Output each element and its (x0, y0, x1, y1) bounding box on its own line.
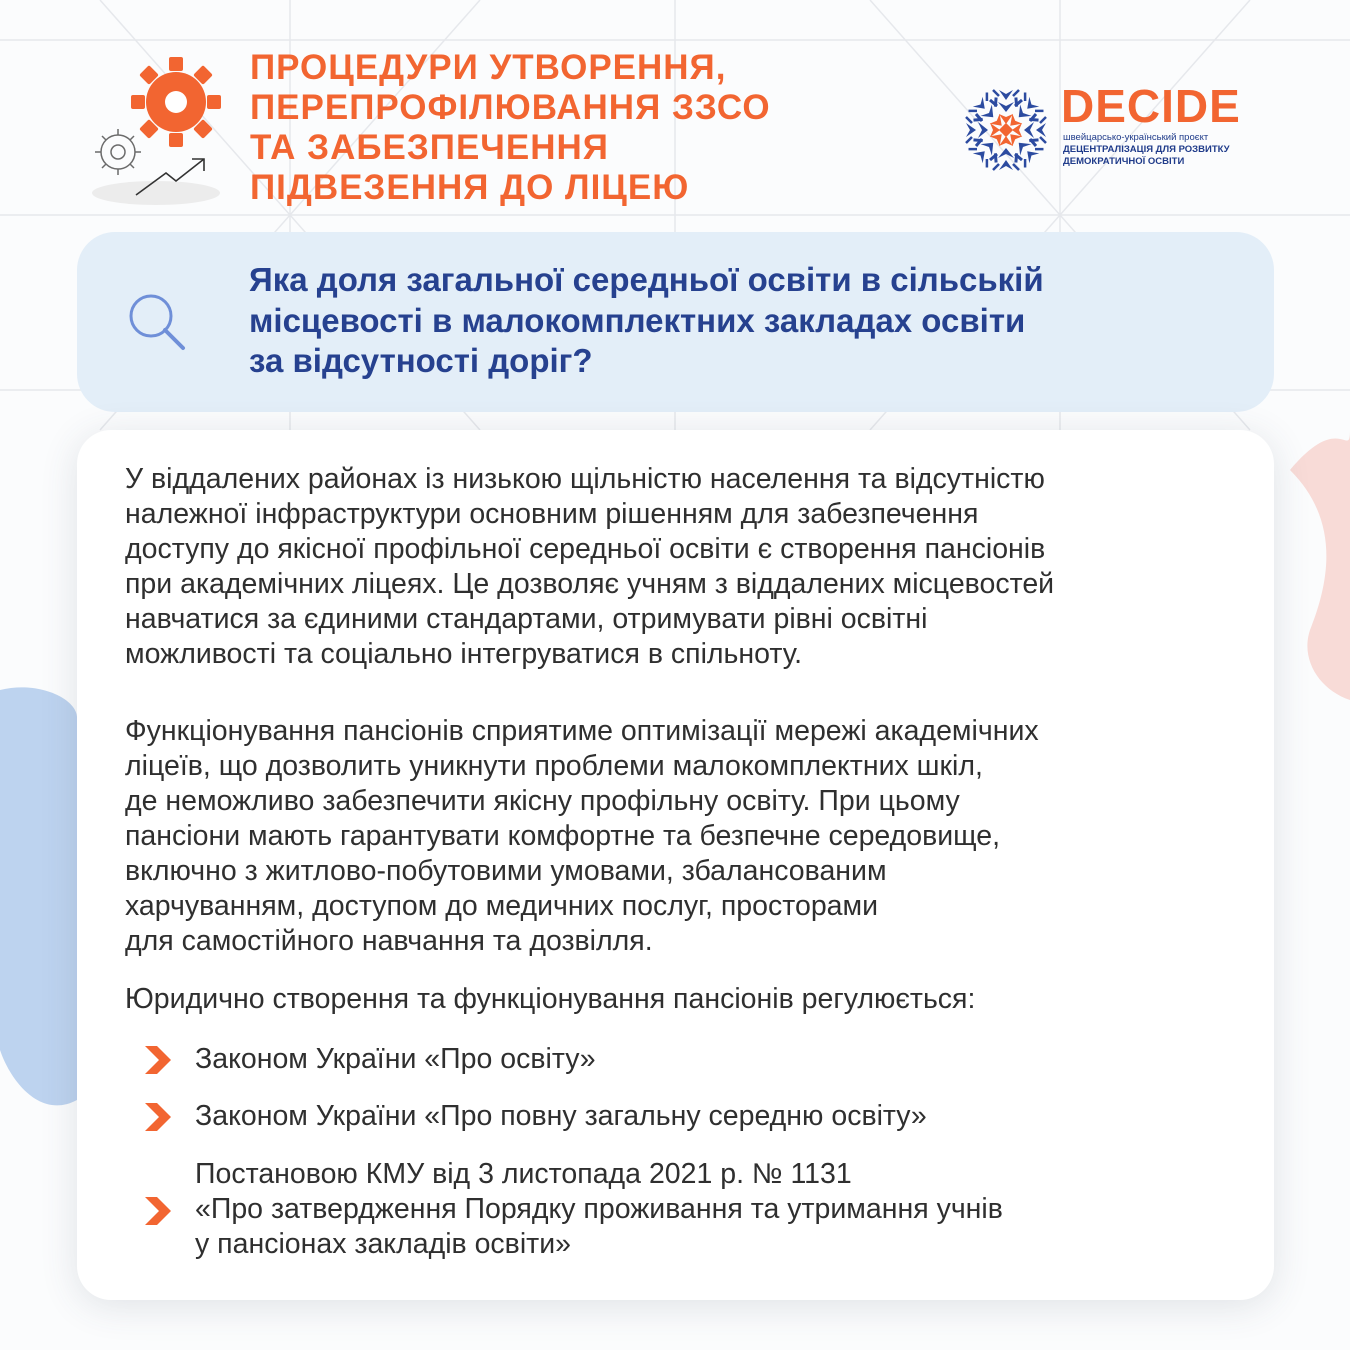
text-line: харчуванням, доступом до медичних послуг, просторами (125, 890, 879, 922)
content-card (77, 430, 1274, 1300)
bullet-line: у пансіонах закладів освіти» (195, 1228, 571, 1260)
chevron-right-icon (143, 1195, 173, 1227)
bullet-line: «Про затвердження Порядку проживання та утримання учнів (195, 1193, 1003, 1225)
title-line: ТА ЗАБЕЗПЕЧЕННЯ (250, 128, 609, 167)
text-line: де неможливо забезпечити якісну профільну освіту. При цьому (125, 785, 960, 817)
page-title (250, 48, 890, 208)
logo-subtitle: ДЕМОКРАТИЧНОЇ ОСВІТИ (1063, 156, 1185, 167)
paragraph-3 (125, 982, 1235, 1017)
paragraph-2 (125, 714, 1235, 959)
title-line: ПЕРЕПРОФІЛЮВАННЯ ЗЗСО (250, 88, 771, 127)
logo-wordmark: DECIDE (1061, 80, 1241, 132)
text-line: У віддалених районах із низькою щільністю населення та відсутністю (125, 463, 1045, 495)
text-line: пансіони мають гарантувати комфортне та безпечне середовище, (125, 820, 1001, 852)
question-line: місцевості в малокомплектних закладах освіти (249, 301, 1026, 339)
paragraph-1 (125, 462, 1235, 672)
text-line: можливості та соціально інтегруватися в спільноту. (125, 638, 803, 670)
chevron-right-icon (143, 1044, 173, 1076)
bullet-line: Постановою КМУ від 3 листопада 2021 р. № 1131 (195, 1158, 852, 1190)
gears-growth-illustration (88, 55, 228, 210)
text-line: навчатися за єдиними стандартами, отримувати рівні освітні (125, 603, 928, 635)
logo-subtitle: швейцарсько-український проєкт (1063, 132, 1209, 143)
title-line: ПІДВЕЗЕННЯ ДО ЛІЦЕЮ (250, 168, 690, 207)
question-line: Яка доля загальної середньої освіти в сільській (249, 261, 1044, 298)
question-mark-decor-blue (0, 687, 77, 1105)
chevron-right-icon (143, 1101, 173, 1133)
text-line: при академічних ліцеях. Це дозволяє учням з віддалених місцевостей (125, 568, 1055, 600)
question-line: за відсутності доріг? (249, 342, 593, 379)
question-mark-decor-red (1290, 430, 1350, 700)
snowflake-logo-icon (958, 80, 1058, 180)
text-line: включно з житлово-побутовими умовами, збалансованим (125, 855, 887, 887)
question-box (77, 232, 1274, 412)
decide-logo[interactable] (958, 80, 1248, 180)
bullet-item (195, 1157, 1003, 1262)
bullet-item (195, 1099, 927, 1134)
bullet-item (195, 1042, 596, 1077)
text-line: доступу до якісної профільної середньої освіти є створення пансіонів (125, 533, 1046, 565)
logo-subtitle: ДЕЦЕНТРАЛІЗАЦІЯ ДЛЯ РОЗВИТКУ (1063, 144, 1230, 155)
text-line: для самостійного навчання та дозвілля. (125, 925, 653, 957)
gear-icon (131, 57, 221, 147)
title-line: ПРОЦЕДУРИ УТВОРЕННЯ, (250, 48, 727, 87)
bullet-line: Законом України «Про повну загальну середню освіту» (195, 1100, 927, 1132)
text-line: Функціонування пансіонів сприятиме оптимізації мережі академічних (125, 715, 1039, 747)
small-gear-icon (95, 129, 141, 175)
question-heading (249, 260, 1229, 382)
text-line: належної інфраструктури основним рішенням для забезпечення (125, 498, 979, 530)
text-line: Юридично створення та функціонування пансіонів регулюється: (125, 983, 976, 1015)
bullet-line: Законом України «Про освіту» (195, 1043, 596, 1075)
text-line: ліцеїв, що дозволить уникнути проблеми малокомплектних шкіл, (125, 750, 983, 782)
search-icon (125, 290, 189, 354)
